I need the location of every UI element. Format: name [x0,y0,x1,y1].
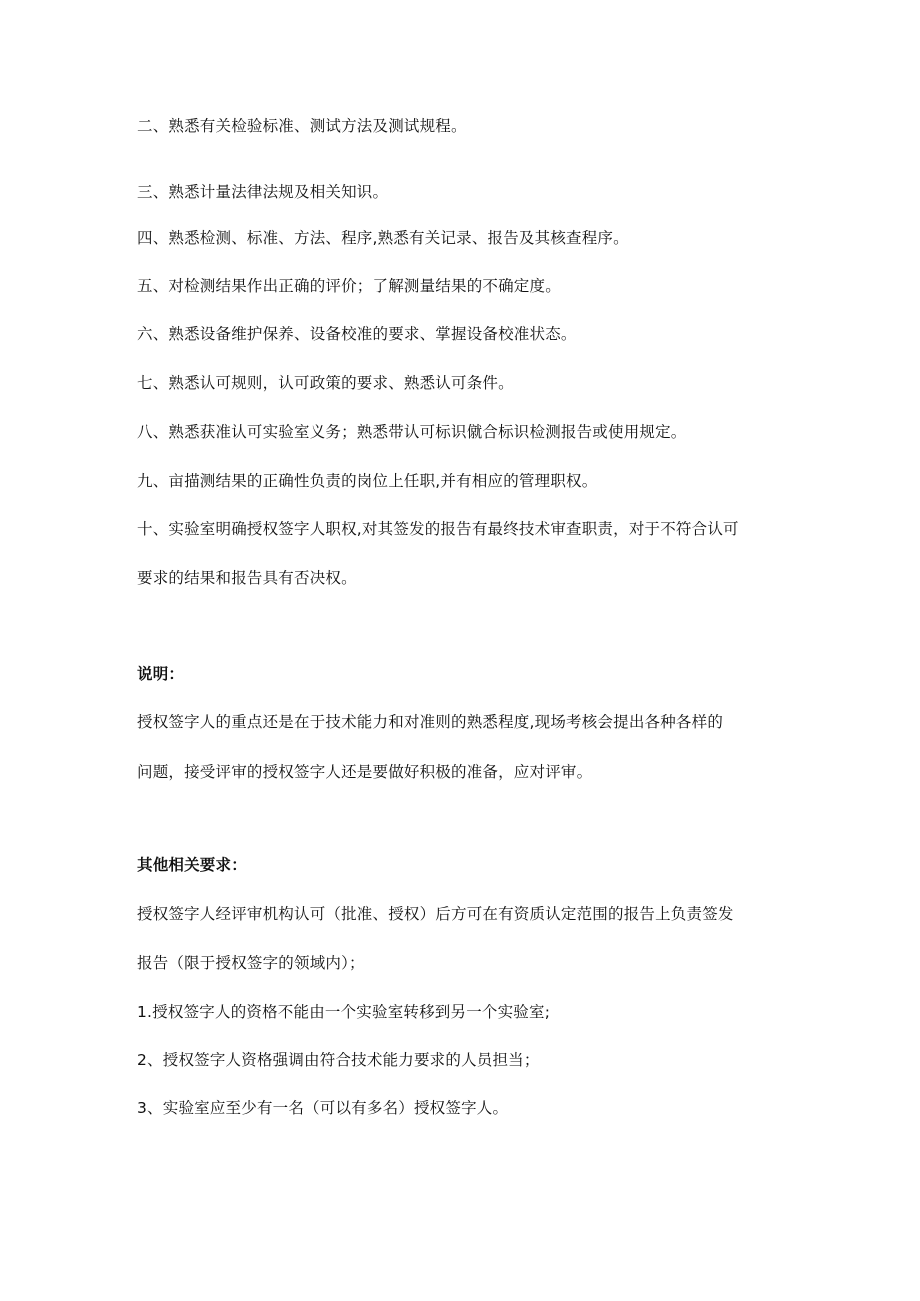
requirement-item-3: 三、熟悉计量法律法规及相关知识。 [137,183,389,201]
other-requirements-heading: 其他相关要求： [137,856,247,874]
other-point-1: 1.授权签字人的资格不能由一个实验室转移到另一个实验室; [137,1003,551,1021]
other-point-3: 3、实验室应至少有一名（可以有多名）授权签字人。 [137,1099,509,1117]
requirement-item-4: 四、熟悉检测、标准、方法、程序,熟悉有关记录、报告及其核查程序。 [137,229,629,247]
requirement-item-10-line1: 十、实验室明确授权签字人职权,对其签发的报告有最终技术审查职责，对于不符合认可 [137,520,739,538]
other-point-2: 2、授权签字人资格强调由符合技术能力要求的人员担当； [137,1051,540,1069]
note-heading: 说明： [137,665,185,683]
requirement-item-7: 七、熟悉认可规则，认可政策的要求、熟悉认可条件。 [137,374,514,392]
note-line-2: 问题，接受评审的授权签字人还是要做好积极的准备，应对评审。 [137,763,593,781]
requirement-item-2: 二、熟悉有关检验标准、测试方法及测试规程。 [137,117,467,135]
other-intro-line-1: 授权签字人经评审机构认可（批准、授权）后方可在有资质认定范围的报告上负责签发 [137,905,734,923]
requirement-item-5: 五、对检测结果作出正确的评价；了解测量结果的不确定度。 [137,277,561,295]
requirement-item-8: 八、熟悉获准认可实验室义务；熟悉带认可标识僦合标识检测报告或使用规定。 [137,423,687,441]
requirement-item-6: 六、熟悉设备维护保养、设备校准的要求、掌握设备校准状态。 [137,325,577,343]
other-intro-line-2: 报告（限于授权签字的领域内）； [137,954,365,972]
requirement-item-9: 九、亩描测结果的正确性负责的岗位上任职,并有相应的管理职权。 [137,472,598,490]
note-line-1: 授权签字人的重点还是在于技术能力和对准则的熟悉程度,现场考核会提出各种各样的 [137,713,724,731]
requirement-item-10-line2: 要求的结果和报告具有否决权。 [137,569,357,587]
